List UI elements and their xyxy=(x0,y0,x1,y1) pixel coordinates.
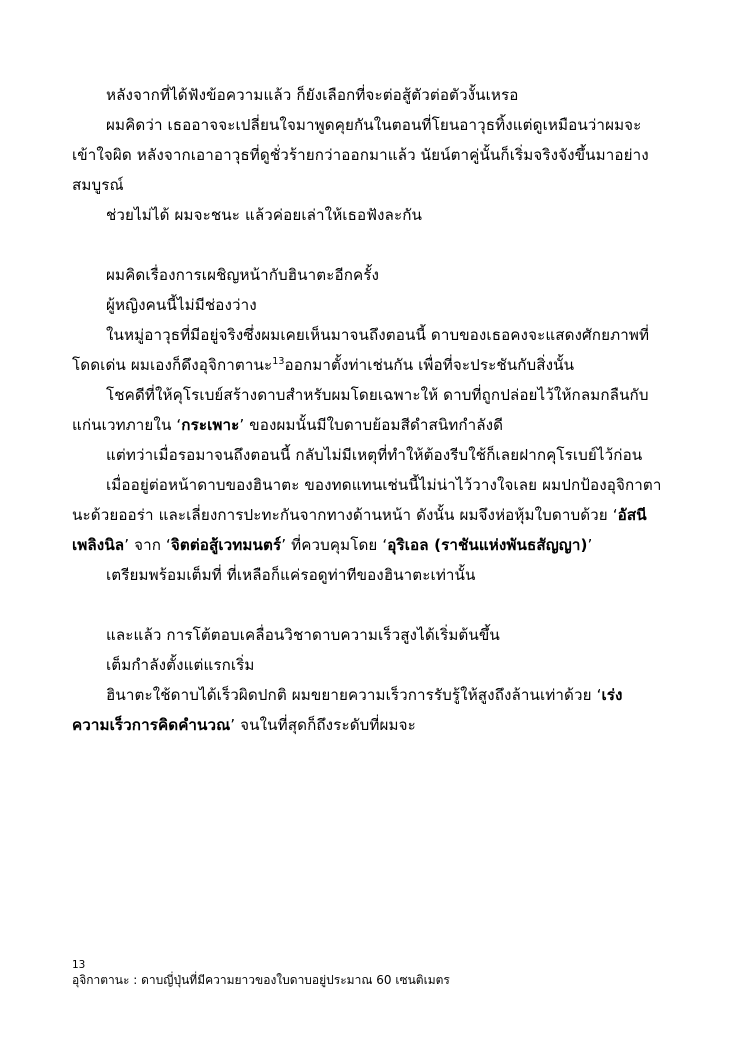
text-run: เต็มกำลังตั้งแต่แรกเริ่ม xyxy=(106,656,255,674)
text-run: ’ ของผมนั้นมีใบดาบย้อมสีดำสนิทกำลังดี xyxy=(239,416,504,434)
text-run: ในหมู่อาวุธที่มีอยู่จริงซึ่งผมเคยเห็นมาจนถึงตอนนี้ ดาบของเธอคงจะแสดงศักยภาพที่โดดเด่น ผมเองก็ดึงอุจิกาตานะ xyxy=(72,326,650,374)
text-run: เตรียมพร้อมเต็มที่ ที่เหลือก็แค่รอดูท่าทีของฮินาตะเท่านั้น xyxy=(106,566,476,584)
paragraph xyxy=(72,560,666,590)
emphasized-term: อุริเอล (ราชันแห่งพันธสัญญา) xyxy=(387,536,588,554)
text-run: ผู้หญิงคนนี้ไม่มีช่องว่าง xyxy=(106,296,257,314)
emphasized-term: กระเพาะ xyxy=(181,416,240,434)
text-run: ’ ที่ควบคุมโดย ‘ xyxy=(281,536,388,554)
text-run: ผมคิดเรื่องการเผชิญหน้ากับฮินาตะอีกครั้ง xyxy=(106,266,380,284)
paragraph xyxy=(72,110,666,200)
paragraph xyxy=(72,380,666,440)
footnote-number: 13 xyxy=(72,959,86,971)
paragraph xyxy=(72,320,666,380)
emphasized-term: จิตต่อสู้เวทมนตร์ xyxy=(170,536,282,554)
paragraph xyxy=(72,680,666,740)
text-run: และแล้ว การโต้ตอบเคลื่อนวิชาดาบความเร็วสูงได้เริ่มต้นขึ้น xyxy=(106,626,500,644)
paragraph xyxy=(72,260,666,290)
paragraph xyxy=(72,470,666,560)
paragraph-spacer xyxy=(72,230,666,260)
text-run: ’ xyxy=(587,536,593,554)
text-run: เมื่ออยู่ต่อหน้าดาบของฮินาตะ ของทดแทนเช่นนี้ไม่น่าไว้วางใจเลย ผมปกป้องอุจิกาตานะด้วยออร่า และเลี่ยงการปะทะกันจากทางด้านหน้า ดังนั้น ผมจึงห่อหุ้มใบดาบด้วย ‘ xyxy=(72,476,662,524)
text-run: โชคดีที่ให้คุโรเบย์สร้างดาบสำหรับผมโดยเฉพาะให้ ดาบที่ถูกปล่อยไว้ให้กลมกลืนกับแก่นเวทภายใน ‘ xyxy=(72,386,649,434)
text-run: หลังจากที่ได้ฟังข้อความแล้ว ก็ยังเลือกที่จะต่อสู้ตัวต่อตัวงั้นเหรอ xyxy=(106,86,519,104)
paragraph-spacer xyxy=(72,590,666,620)
text-run: แต่ทว่าเมื่อรอมาจนถึงตอนนี้ กลับไม่มีเหตุที่ทำให้ต้องรีบใช้ก็เลยฝากคุโรเบย์ไว้ก่อน xyxy=(106,446,643,464)
paragraph xyxy=(72,290,666,320)
page-body-text xyxy=(72,80,666,740)
text-run: ช่วยไม่ได้ ผมจะชนะ แล้วค่อยเล่าให้เธอฟังละกัน xyxy=(106,206,423,224)
paragraph xyxy=(72,440,666,470)
text-run: ’ จนในที่สุดก็ถึงระดับที่ผมจะ xyxy=(230,716,416,734)
footnote-text: อุจิกาตานะ : ดาบญี่ปุ่นที่มีความยาวของใบดาบอยู่ประมาณ 60 เซนติเมตร xyxy=(72,973,450,987)
text-run: ฮินาตะใช้ดาบได้เร็วผิดปกติ ผมขยายความเร็วการรับรู้ให้สูงถึงล้านเท่าด้วย ‘ xyxy=(106,686,602,704)
paragraph xyxy=(72,80,666,110)
paragraph xyxy=(72,650,666,680)
paragraph xyxy=(72,200,666,230)
text-run: ’ จาก ‘ xyxy=(124,536,171,554)
paragraph xyxy=(72,620,666,650)
emphasized-term: อัสนีเพลิงนิล xyxy=(72,506,647,554)
text-run: ออกมาตั้งท่าเช่นกัน เพื่อที่จะประชันกับสิ่งนั้น xyxy=(284,356,575,374)
footnote-reference: 13 xyxy=(272,355,285,367)
text-run: ผมคิดว่า เธออาจจะเปลี่ยนใจมาพูดคุยกันในตอนที่โยนอาวุธทิ้งแต่ดูเหมือนว่าผมจะเข้าใจผิด หลังจากเอาอาวุธที่ดูชั่วร้ายกว่าออกมาแล้ว นัยน์ตาคู่นั้นก็เริ่มจริงจังขึ้นมาอย่างสมบูรณ์ xyxy=(72,116,649,194)
footnote-area xyxy=(72,960,672,989)
emphasized-term: เร่งความเร็วการคิดคำนวณ xyxy=(72,686,623,734)
